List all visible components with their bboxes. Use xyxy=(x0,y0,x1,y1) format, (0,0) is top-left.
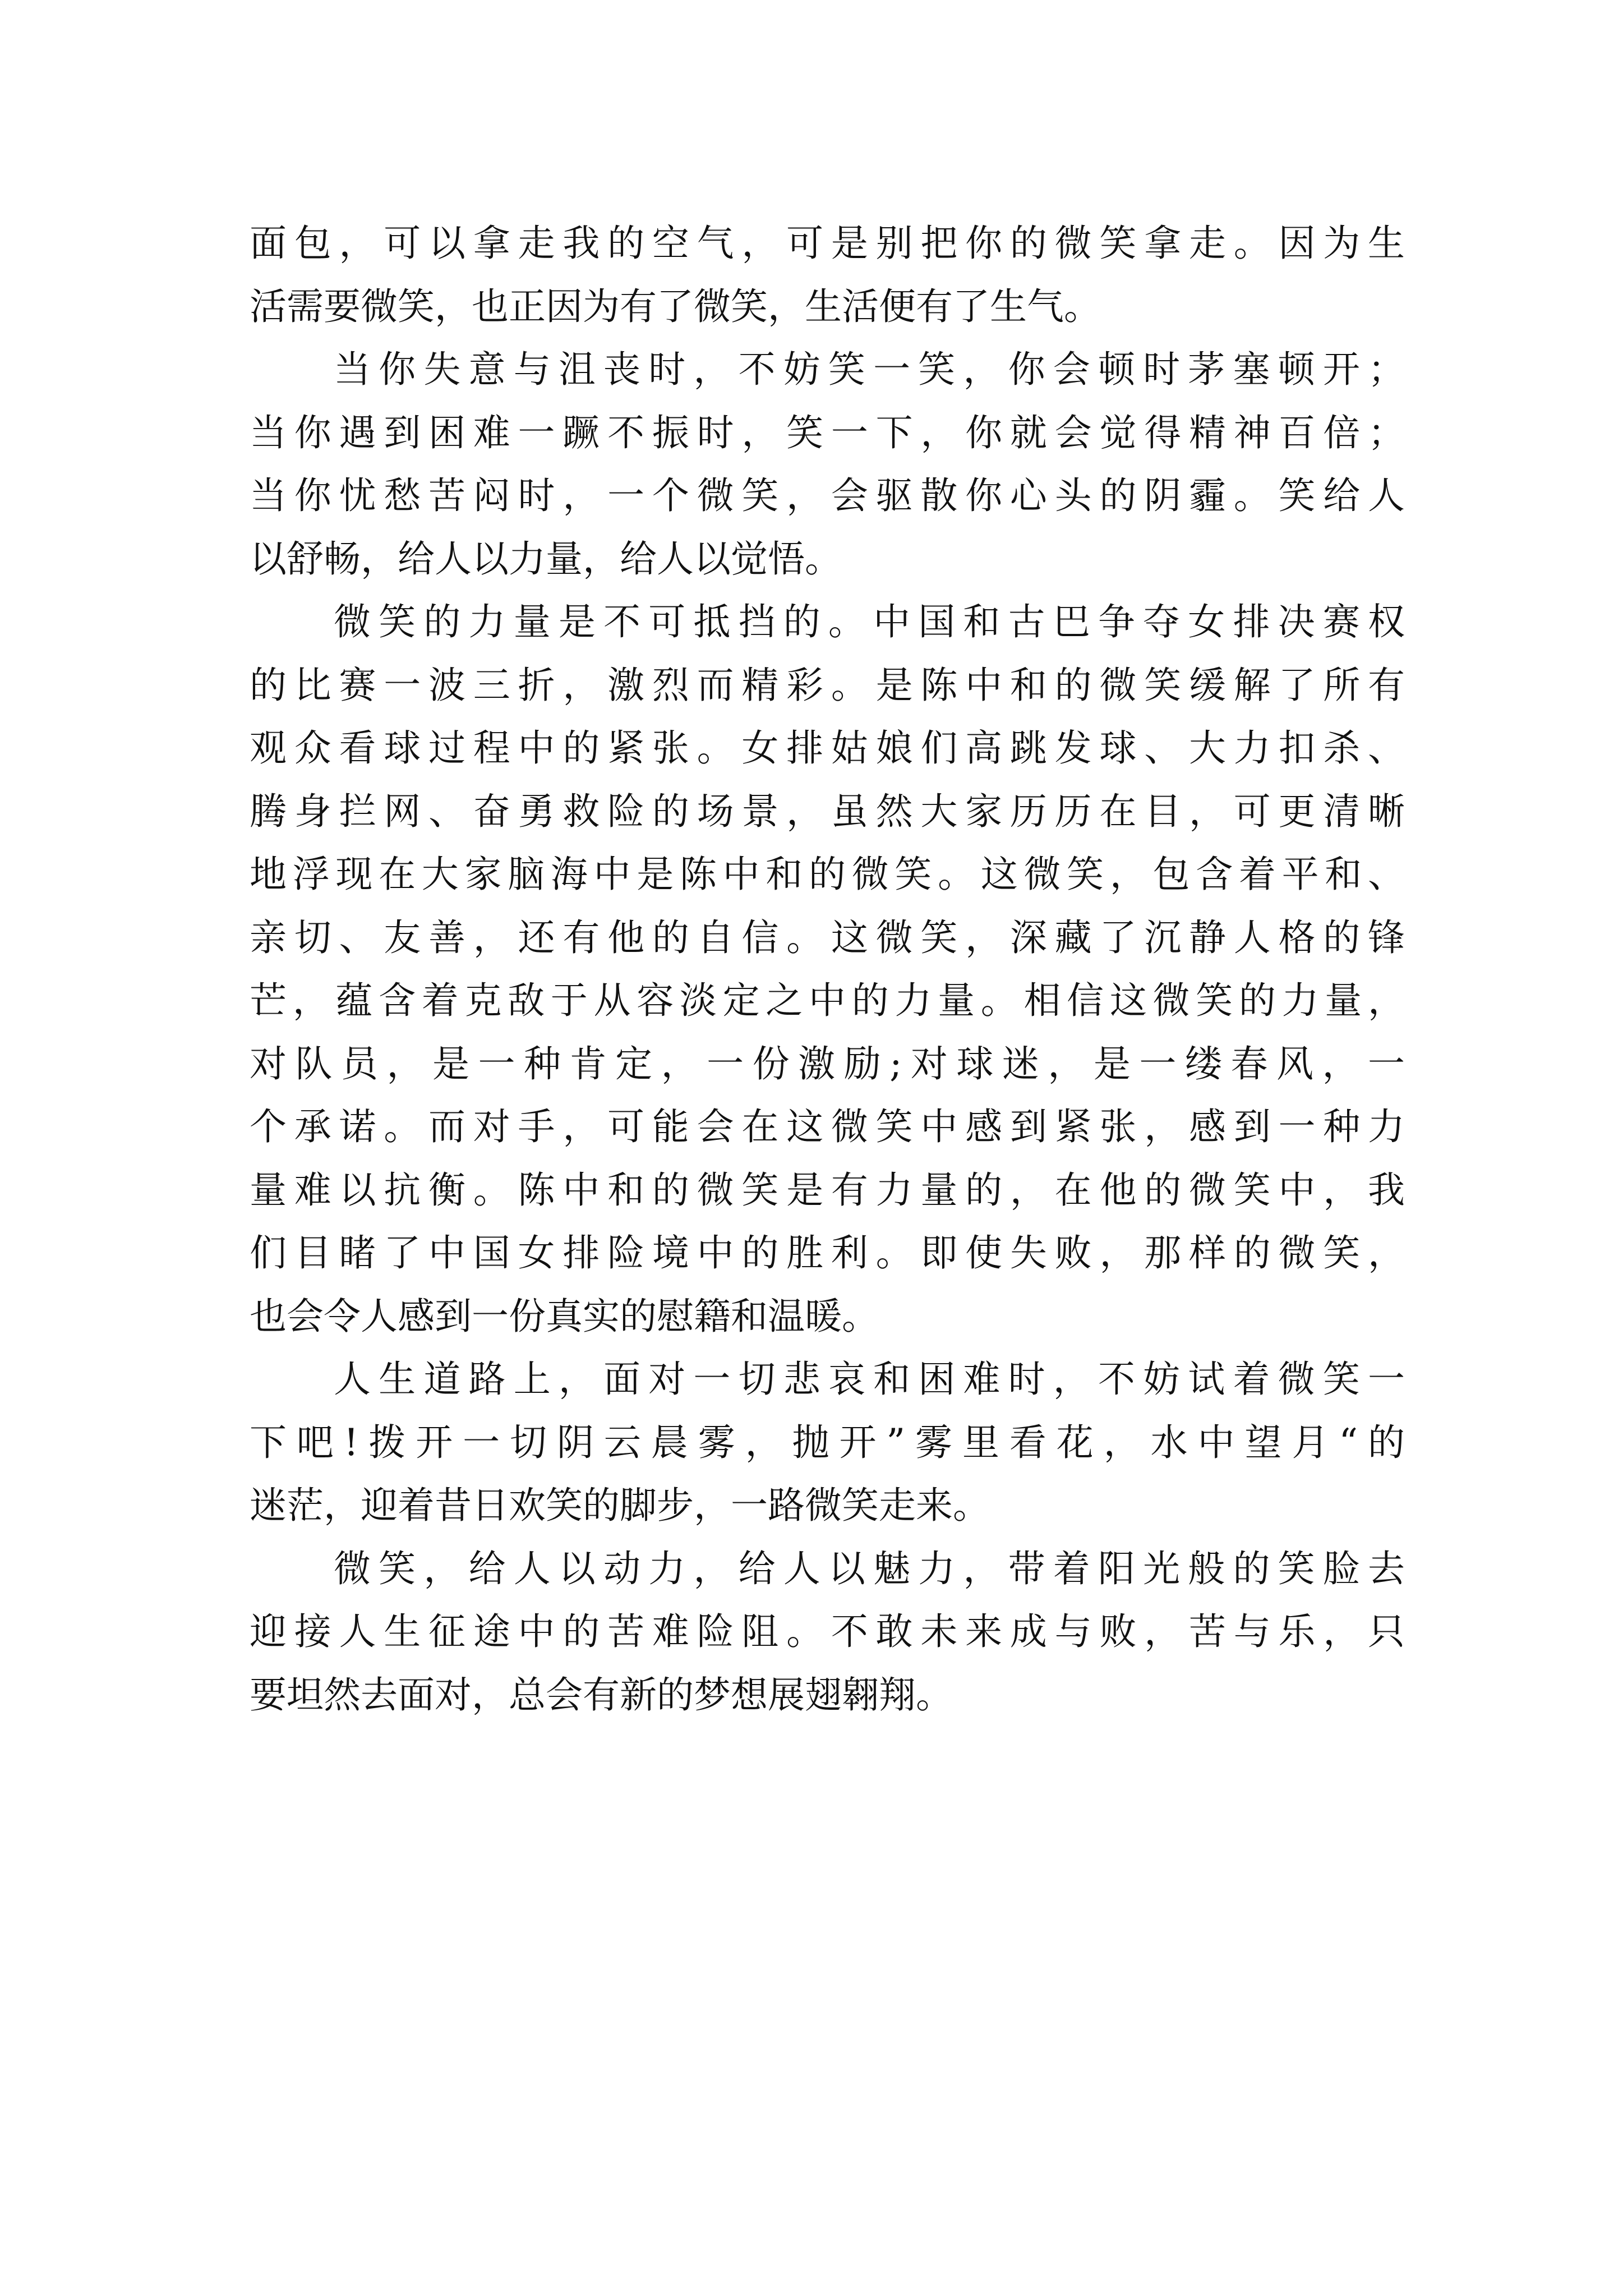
text-line: 也会令人感到一份真实的慰籍和温暖。 xyxy=(250,1294,879,1338)
text-line: 当你忧愁苦闷时，一个微笑，会驱散你心头的阴霾。笑给人 xyxy=(250,474,1405,517)
text-line: 微笑的力量是不可抵挡的。中国和古巴争夺女排决赛权 xyxy=(334,600,1405,643)
text-line: 以舒畅，给人以力量，给人以觉悟。 xyxy=(250,537,842,581)
text-line: 当你遇到困难一蹶不振时，笑一下，你就会觉得精神百倍； xyxy=(250,411,1405,454)
text-line: 的比赛一波三折，激烈而精彩。是陈中和的微笑缓解了所有 xyxy=(250,663,1405,707)
text-line: 们目睹了中国女排险境中的胜利。即使失败，那样的微笑， xyxy=(250,1231,1405,1274)
text-line: 地浮现在大家脑海中是陈中和的微笑。这微笑，包含着平和、 xyxy=(250,853,1405,896)
paragraph-3 xyxy=(250,591,1405,1348)
text-line: 亲切、友善，还有他的自信。这微笑，深藏了沉静人格的锋 xyxy=(250,915,1405,959)
text-line: 面包，可以拿走我的空气，可是别把你的微笑拿走。因为生 xyxy=(250,222,1405,265)
text-line: 人生道路上，面对一切悲哀和困难时，不妨试着微笑一 xyxy=(334,1358,1405,1401)
text-line: 量难以抗衡。陈中和的微笑是有力量的，在他的微笑中，我 xyxy=(250,1168,1405,1212)
text-line: 芒，蕴含着克敌于从容淡定之中的力量。相信这微笑的力量， xyxy=(250,979,1405,1022)
body-text xyxy=(250,212,1405,1727)
text-line: 迎接人生征途中的苦难险阻。不敢未来成与败，苦与乐，只 xyxy=(250,1610,1405,1653)
paragraph-4 xyxy=(250,1348,1405,1538)
text-line: 迷茫，迎着昔日欢笑的脚步，一路微笑走来。 xyxy=(250,1484,990,1527)
text-line: 要坦然去面对，总会有新的梦想展翅翱翔。 xyxy=(250,1673,953,1717)
text-line: 观众看球过程中的紧张。女排姑娘们高跳发球、大力扣杀、 xyxy=(250,726,1405,770)
text-line: 微笑，给人以动力，给人以魅力，带着阳光般的笑脸去 xyxy=(334,1547,1405,1590)
paragraph-2 xyxy=(250,338,1405,591)
text-line: 腾身拦网、奋勇救险的场景，虽然大家历历在目，可更清晰 xyxy=(250,789,1405,833)
text-line: 对队员，是一种肯定，一份激励;对球迷，是一缕春风，一 xyxy=(250,1042,1405,1085)
text-line: 下吧!拨开一切阴云晨雾，抛开”雾里看花，水中望月“的 xyxy=(250,1420,1405,1464)
paragraph-5 xyxy=(250,1538,1405,1727)
paragraph-1 xyxy=(250,212,1405,338)
text-line: 当你失意与沮丧时，不妨笑一笑，你会顿时茅塞顿开； xyxy=(334,348,1405,391)
text-line: 个承诺。而对手，可能会在这微笑中感到紧张，感到一种力 xyxy=(250,1105,1405,1148)
text-line: 活需要微笑，也正因为有了微笑，生活便有了生气。 xyxy=(250,284,1101,328)
